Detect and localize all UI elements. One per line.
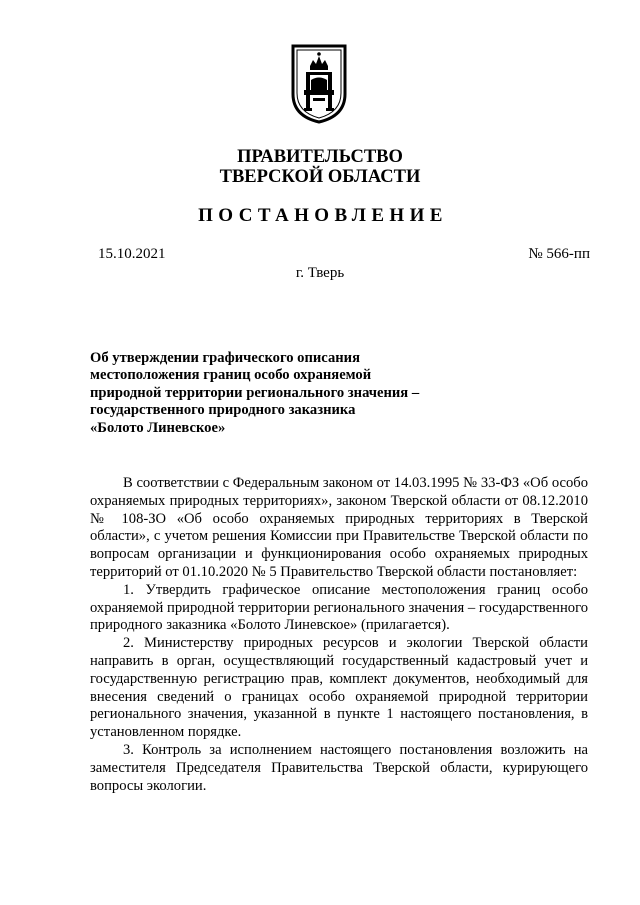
clause-1-paragraph: 1. Утвердить графическое описание местоположения границ особо охраняемой природной территории регионального значения – государственного природного заказника «Болото Линевское» (прилагается). [90, 581, 588, 634]
clause-3-paragraph: 3. Контроль за исполнением настоящего постановления возложить на заместителя Председателя Правительства Тверской области, курирующего вопросы экологии. [90, 741, 588, 794]
document-date: 15.10.2021 [98, 246, 166, 262]
document-number: № 566-пп [528, 246, 590, 262]
document-subject [90, 350, 419, 437]
organization-name-line1: ПРАВИТЕЛЬСТВО [237, 147, 403, 167]
coat-of-arms-icon [291, 44, 347, 124]
subject-line: природной территории регионального значения – [90, 384, 420, 401]
subject-line: государственного природного заказника [90, 402, 356, 419]
subject-line: Об утверждении графического описания [90, 350, 360, 366]
preamble-paragraph: В соответствии с Федеральным законом от 14.03.1995 № 33-ФЗ «Об особо охраняемых природных территориях», законом Тверской области от 08.12.2010 № 108-ЗО «Об особо охраняемых природных территориях в Тверской области», с учетом решения Комиссии при Правительстве Тверской области по вопросам организации и функционирования особо охраняемых природных территорий от 01.10.2020 № 5 Правительство Тверской области постановляет: [90, 475, 588, 580]
organization-name-line2: ТВЕРСКОЙ ОБЛАСТИ [219, 167, 421, 187]
document-city: г. Тверь [295, 265, 345, 281]
document-body [90, 475, 588, 795]
subject-line: местоположения границ особо охраняемой [90, 367, 372, 384]
clause-2-paragraph: 2. Министерству природных ресурсов и экологии Тверской области направить в орган, осуществляющий государственный кадастровый учет и государственную регистрацию прав, комплект документов, необходимый для внесения сведений о границах особо охраняемой природной территории регионального значения, указанной в пункте 1 настоящего постановления, в установленном порядке. [90, 635, 588, 741]
subject-line: «Болото Линевское» [90, 419, 226, 436]
document-type: ПОСТАНОВЛЕНИЕ [198, 205, 448, 226]
